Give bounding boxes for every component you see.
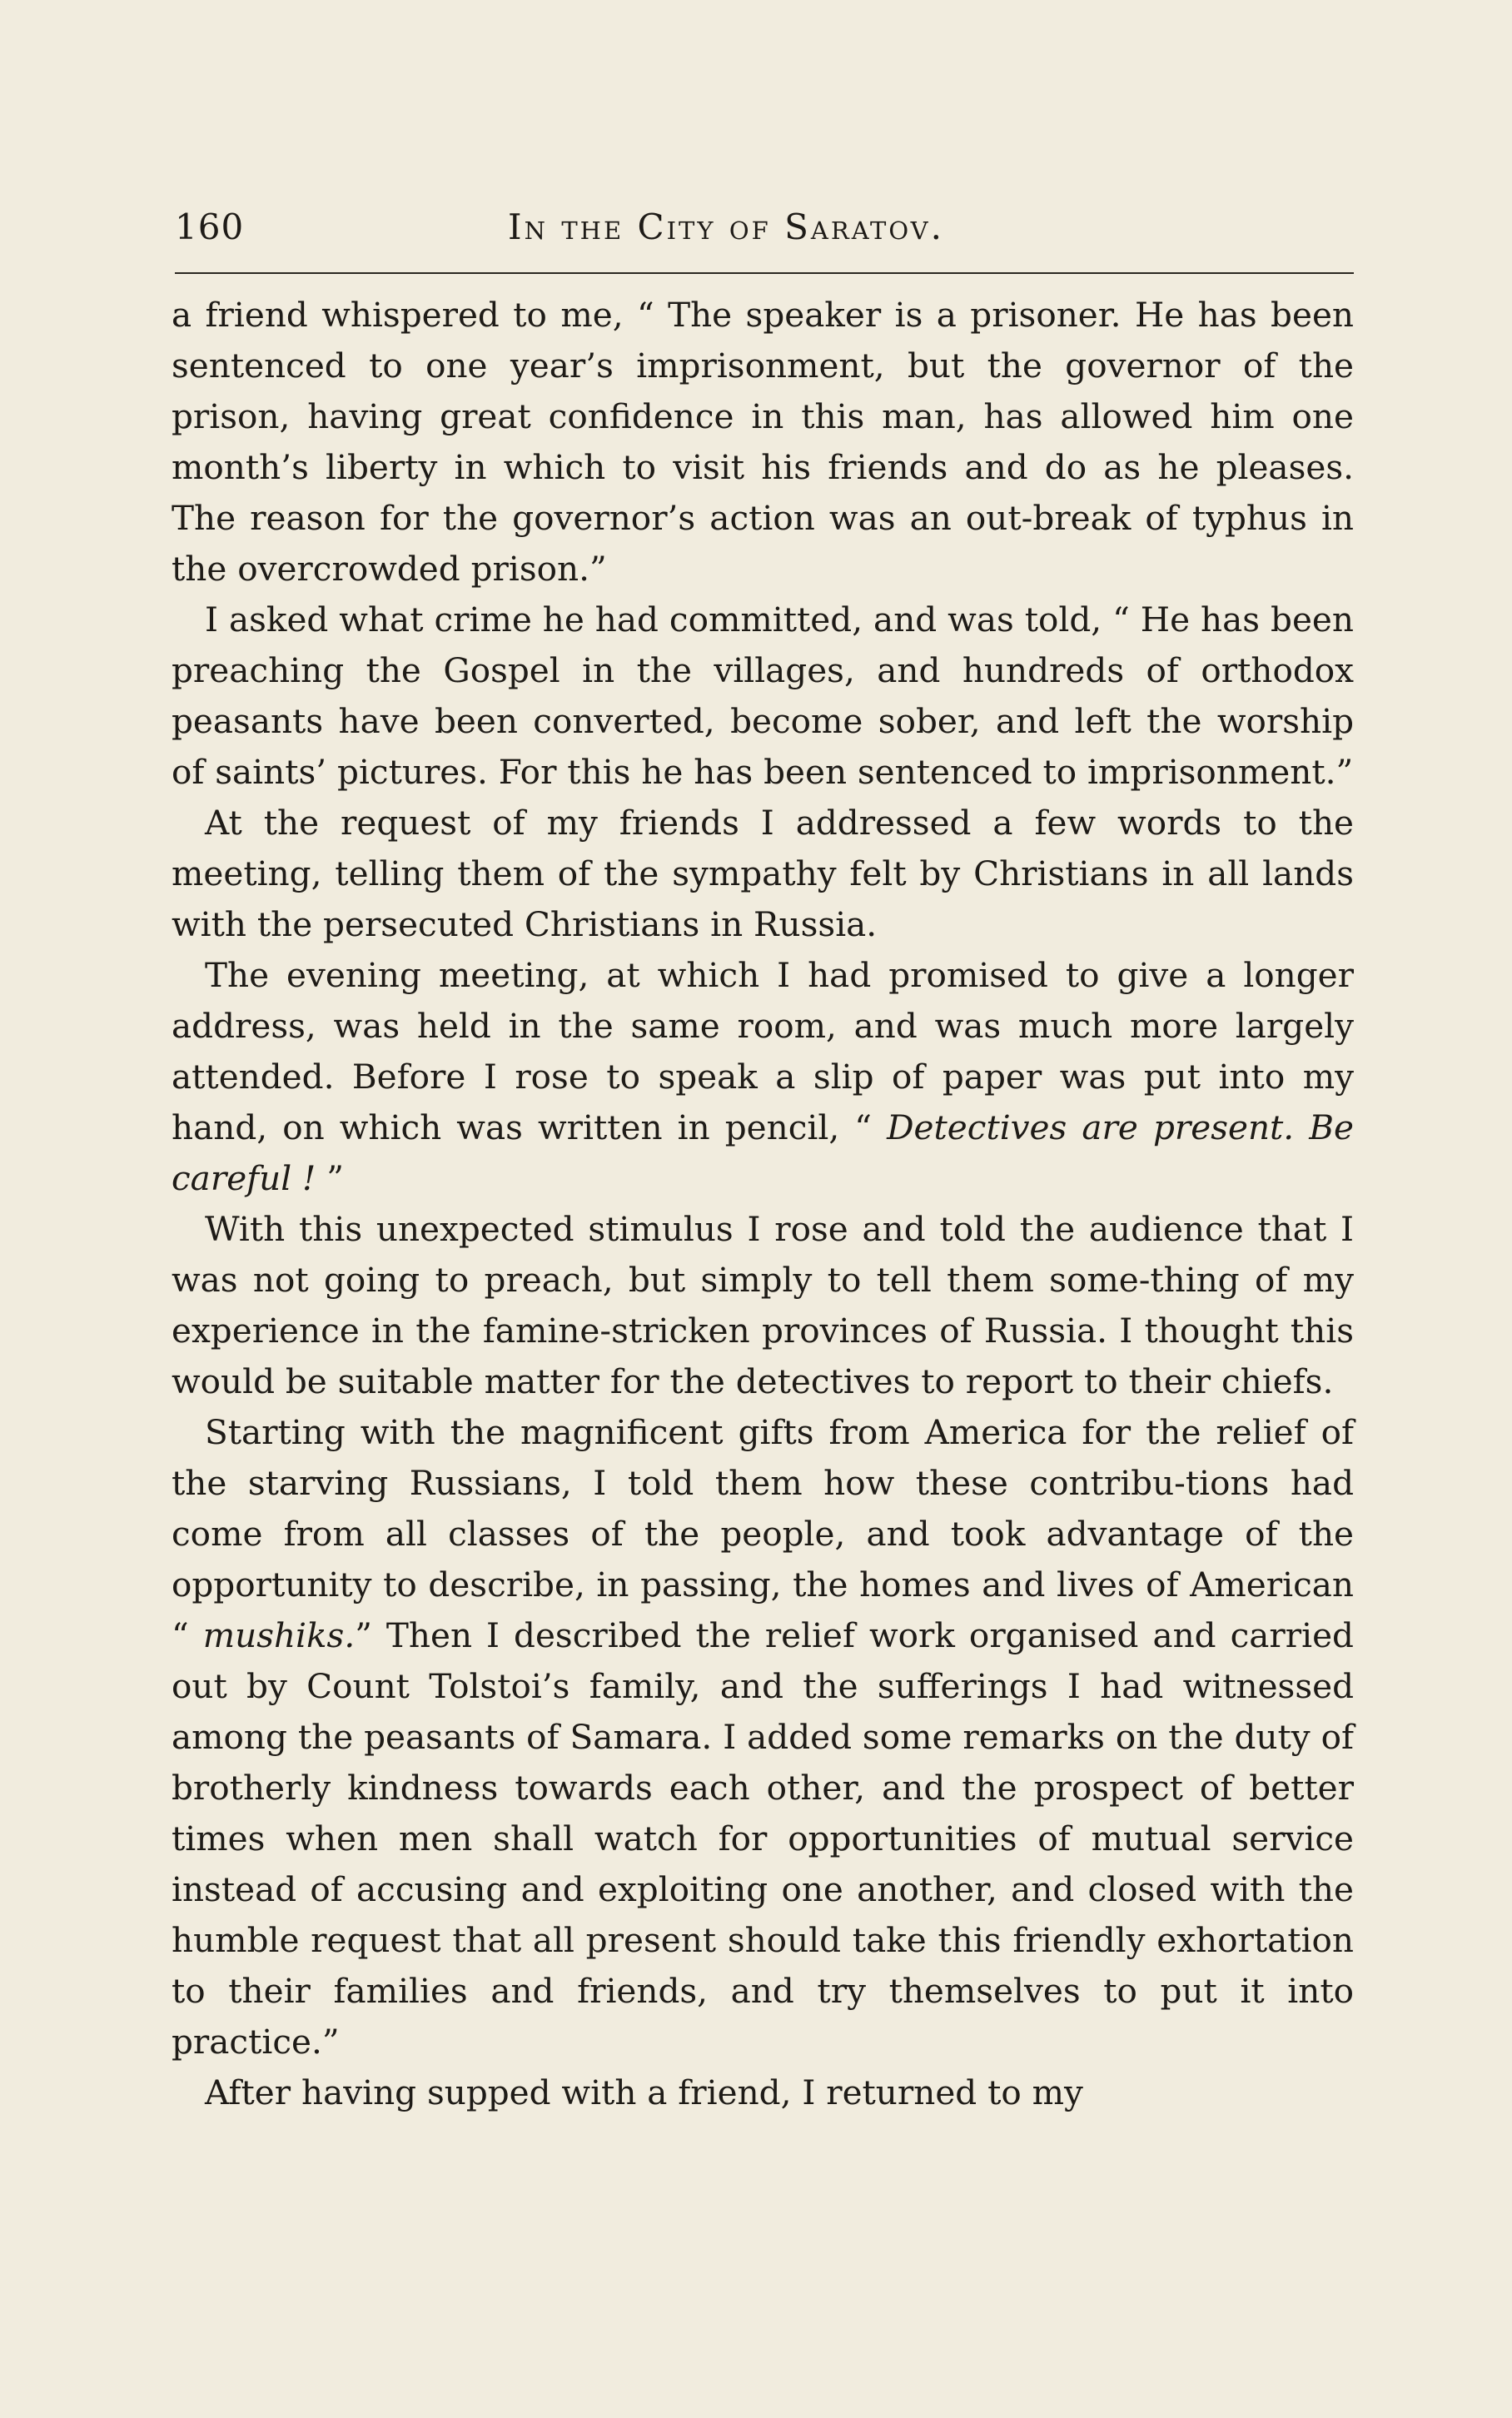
paragraph: [172, 1407, 1354, 2067]
paragraph-text: ” Then I described the relief work organised and carried out by Count Tolstoi’s family, and the sufferings I had witnessed among the peasants of Samara. I added some remarks on the duty of brotherly kindness towards each other, and the prospect of better times when men shall watch for opportunities of mutual service instead of accusing and exploiting one another, and closed with the humble request that all present should take this friendly exhortation to their families and friends, and try themselves to put it into practice.”: [172, 1615, 1354, 2062]
italic-word: mushiks.: [202, 1615, 356, 1655]
paragraph-text: Starting with the magnificent gifts from America for the relief of the starving Russians, I told them how these contribu-tions had come from all classes of the people, and took advantage of the opportunity to describe, in passing, the homes and lives of American “: [172, 1412, 1354, 1655]
page-header: [175, 206, 1354, 256]
paragraph: With this unexpected stimulus I rose and told the audience that I was not going to preach, but simply to tell them some-thing of my experience in the famine-stricken provinces of Russia. I thought this would be suitable matter for the detectives to report to their chiefs.: [172, 1209, 1354, 1401]
paragraph-text: ”: [316, 1158, 344, 1198]
header-rule: [175, 272, 1354, 274]
italic-note: Detectives are present. Be careful !: [172, 1107, 1354, 1198]
paragraph-text: The evening meeting, at which I had promised to give a longer address, was held in the same room, and was much more largely attended. Before I rose to speak a slip of paper was put into my hand, on which was written in pencil, “: [172, 955, 1354, 1147]
paragraph: At the request of my friends I addressed a few words to the meeting, telling them of the sympathy felt by Christians in all lands with the persecuted Christians in Russia.: [172, 803, 1354, 944]
paragraph: [172, 950, 1354, 1204]
paragraph: After having supped with a friend, I returned to my: [205, 2072, 1083, 2112]
running-head: In the City of Saratov.: [508, 206, 944, 247]
paragraph-continued: a friend whispered to me, “ The speaker is a prisoner. He has been sentenced to one year’s imprisonment, but the governor of the prison, having great confidence in this man, has allowed him one month’s liberty in which to visit his friends and do as he pleases. The reason for the governor’s action was an out-break of typhus in the overcrowded prison.”: [172, 295, 1354, 589]
page-number: 160: [175, 206, 245, 247]
body-text: [172, 290, 1354, 2118]
paragraph: I asked what crime he had committed, and was told, “ He has been preaching the Gospel in the villages, and hundreds of orthodox peasants have been converted, become sober, and left the worship of saints’ pictures. For this he has been sentenced to imprisonment.”: [172, 600, 1354, 792]
